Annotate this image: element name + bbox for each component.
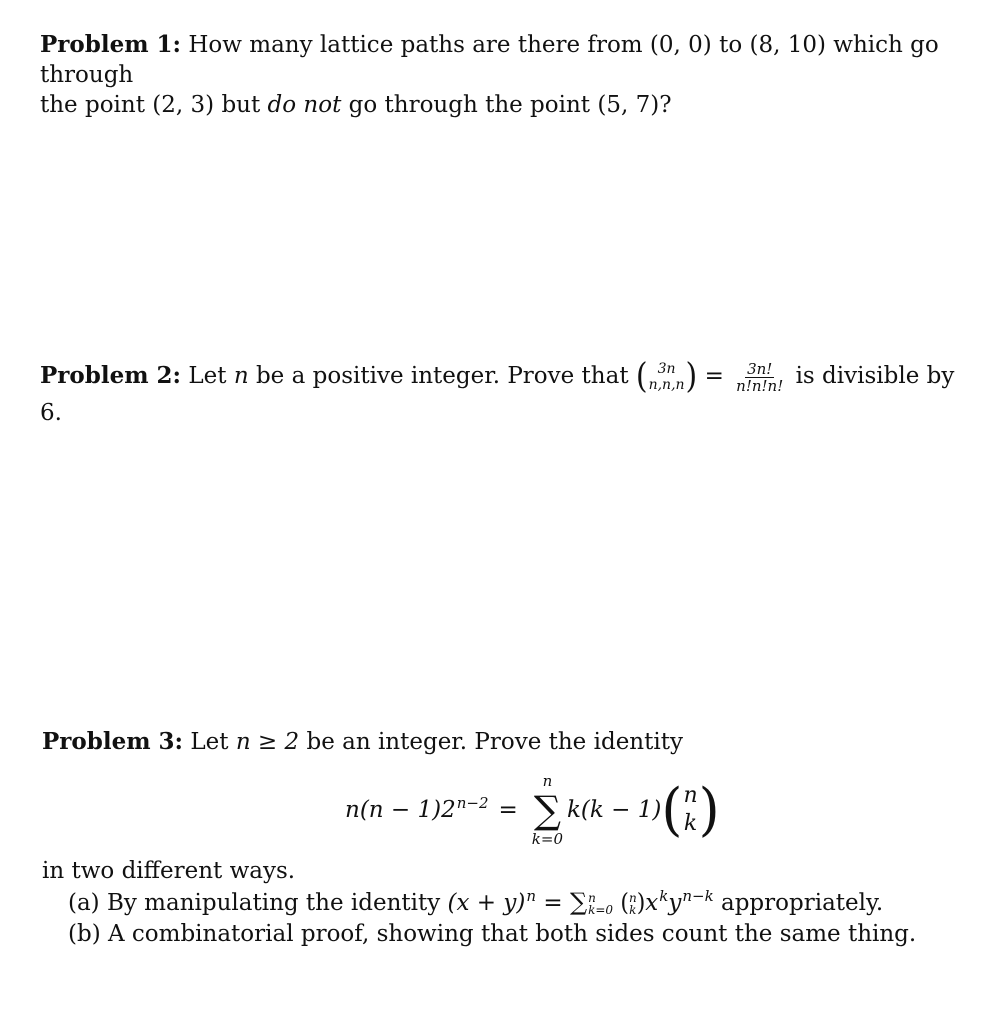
multinomial-bottom: n,n,n xyxy=(648,377,685,393)
problem-1 xyxy=(40,30,955,120)
question-mark: ? xyxy=(659,92,672,118)
problem-1-text-to: to xyxy=(719,32,743,58)
part-a-sigma: ∑ xyxy=(569,888,588,916)
two-ways-text: in two different ways. xyxy=(42,858,296,884)
part-a-equals: = xyxy=(543,890,563,916)
condition: n ≥ 2 xyxy=(235,729,300,755)
binom-left-paren: ( xyxy=(661,776,683,843)
problem-1-text-but: but xyxy=(221,92,261,118)
multinomial-stack xyxy=(649,362,685,392)
part-a-sum-lower: k=0 xyxy=(588,903,614,917)
lhs-base: n(n − 1)2 xyxy=(345,797,456,823)
term-x-exp: k xyxy=(659,887,669,905)
part-b xyxy=(68,919,916,949)
part-a-lhs-base: (x + y) xyxy=(447,890,526,916)
fraction-numerator: 3n! xyxy=(747,359,773,378)
problem-3-text-a: Let xyxy=(190,729,229,755)
part-a-term xyxy=(645,887,714,916)
summand: k(k − 1) xyxy=(567,797,662,823)
variable-n: n xyxy=(233,363,249,389)
end-point: (8, 10) xyxy=(749,32,826,58)
equals-sign: = xyxy=(704,363,724,389)
part-a-sum-limits xyxy=(588,892,613,916)
problem-1-label: Problem 1: xyxy=(40,31,182,58)
part-b-text: (b) A combinatorial proof, showing that both sides count the same thing. xyxy=(68,921,917,947)
lhs-exponent: n−2 xyxy=(456,794,489,812)
binom-right-paren: ) xyxy=(698,776,720,843)
identity-lhs xyxy=(345,794,489,823)
right-paren: ) xyxy=(685,356,698,397)
part-a-lhs xyxy=(447,887,537,916)
binomial-coefficient xyxy=(661,776,720,843)
problem-1-text-a: How many lattice paths are there from xyxy=(188,32,643,58)
left-paren: ( xyxy=(635,356,648,397)
summation xyxy=(532,772,563,848)
part-a-sum-upper: n xyxy=(588,891,596,905)
fraction xyxy=(734,361,785,394)
binom-bottom: k xyxy=(683,811,698,836)
problem-3-label: Problem 3: xyxy=(42,728,184,755)
binom-stack xyxy=(683,782,697,838)
problem-2-text-b: be a positive integer. Prove that xyxy=(255,363,629,389)
problem-2-text-a: Let xyxy=(188,363,227,389)
part-a-binom-bottom: k xyxy=(629,903,637,917)
problem-3-after xyxy=(42,856,957,886)
sum-upper-limit: n xyxy=(542,772,553,790)
part-a-sum xyxy=(570,890,613,916)
problem-2 xyxy=(40,358,955,431)
multinomial-top: 3n xyxy=(657,361,676,377)
part-a-prefix: (a) By manipulating the identity xyxy=(68,890,441,916)
term-x: x xyxy=(645,890,659,916)
identity-equation xyxy=(345,765,720,855)
identity-equals: = xyxy=(498,797,518,823)
problem-2-text-c: is divisible by 6. xyxy=(40,363,955,426)
problem-2-label: Problem 2: xyxy=(40,362,182,389)
problem-3 xyxy=(42,727,957,757)
start-point: (0, 0) xyxy=(649,32,712,58)
problem-1-text-c: the point xyxy=(40,92,145,118)
binom-top: n xyxy=(683,783,698,808)
part-a-suffix: appropriately. xyxy=(721,890,884,916)
part-a-binom-top: n xyxy=(628,891,637,905)
sigma-symbol: ∑ xyxy=(533,788,561,832)
sum-lower-limit: k=0 xyxy=(531,830,563,848)
fraction-denominator: n!n!n! xyxy=(736,376,784,395)
problem-1-text-d: go through the point xyxy=(348,92,591,118)
avoid-point: (5, 7) xyxy=(597,92,660,118)
emphasis-do-not: do not xyxy=(267,92,342,118)
problem-1-text-b: which go through xyxy=(40,32,939,88)
term-y-exp: n−k xyxy=(682,887,714,905)
part-a xyxy=(68,887,883,920)
part-a-binom: ( n k ) xyxy=(620,889,646,918)
through-point: (2, 3) xyxy=(152,92,215,118)
problem-3-text-b: be an integer. Prove the identity xyxy=(306,729,683,755)
multinomial xyxy=(635,356,705,397)
term-y: y xyxy=(668,890,682,916)
part-a-lhs-exp: n xyxy=(526,887,537,905)
